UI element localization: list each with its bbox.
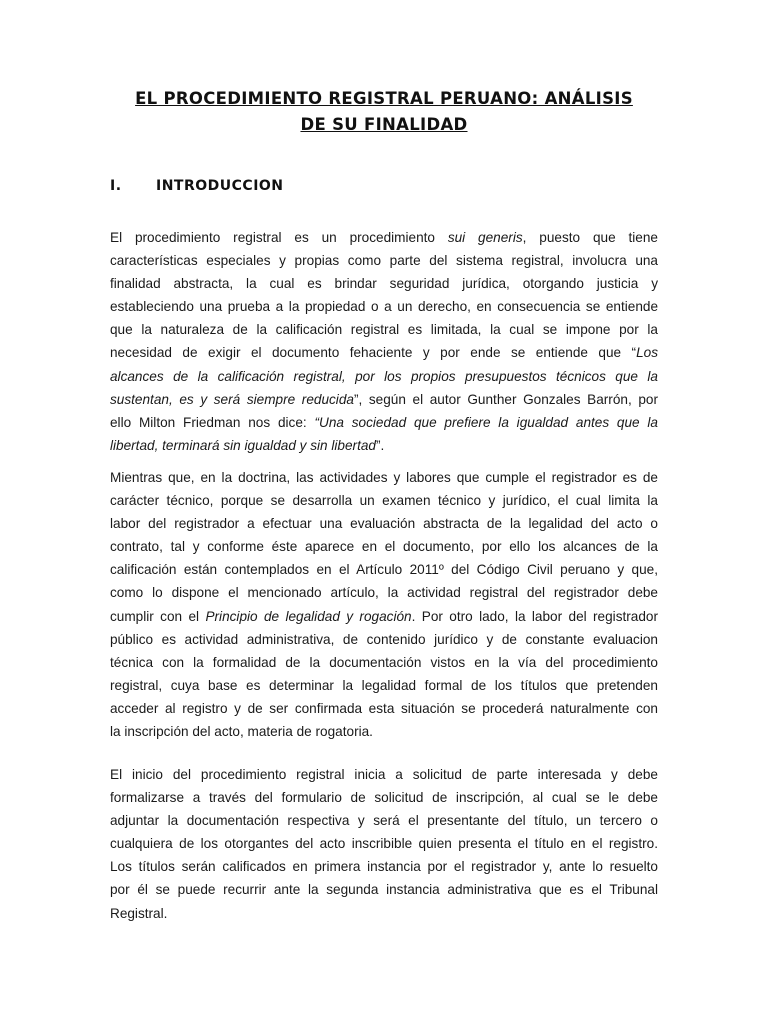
paragraph-line	[110, 628, 658, 651]
paragraph-line	[110, 249, 658, 272]
text-run: , puesto que tiene	[522, 230, 658, 245]
paragraph-3	[110, 763, 658, 925]
paragraph-line	[110, 365, 658, 388]
paragraph-line	[110, 786, 658, 809]
text-run: contrato, tal y conforme éste aparece en el documento, por ello los alcances de la	[110, 539, 658, 555]
document-title	[80, 86, 688, 138]
paragraph-line	[110, 878, 658, 901]
paragraph-line	[110, 832, 658, 855]
text-run: . Por otro lado, la labor del registrador	[411, 608, 658, 624]
paragraph-line	[110, 434, 658, 457]
text-run: El inicio del procedimiento registral inicia a solicitud de parte interesada y debe	[110, 767, 658, 782]
paragraph-line	[110, 341, 658, 364]
paragraph-line	[110, 902, 658, 925]
text-run: Registral.	[110, 905, 168, 921]
text-run: por él se puede recurrir ante la segunda instancia administrativa que es el Tribunal	[110, 882, 658, 898]
text-run: la inscripción del acto, materia de rogatoria.	[110, 724, 373, 740]
italic-text: libertad, terminará sin igualdad y sin libertad	[110, 437, 376, 453]
text-run: adjuntar la documentación respectiva y será el presentante del título, un tercero o	[110, 813, 658, 829]
paragraph-line	[110, 295, 658, 318]
text-run: finalidad abstracta, la cual es brindar seguridad jurídica, otorgando justicia y	[110, 276, 658, 292]
italic-text: sui generis	[447, 230, 523, 245]
text-run: ”, según el autor Gunther Gonzales Barrón, por	[353, 391, 659, 407]
text-run: ”.	[375, 437, 385, 453]
text-run: Los títulos serán calificados en primera instancia por el registrador y, ante lo resuelto	[110, 859, 658, 875]
paragraph-line	[110, 720, 658, 743]
section-heading	[110, 178, 284, 194]
paragraph-1	[110, 226, 658, 457]
paragraph-line	[110, 581, 658, 604]
paragraph-line	[110, 558, 658, 581]
italic-text: “Una sociedad que prefiere la igualdad antes que la	[314, 414, 658, 430]
italic-text: Principio de legalidad y rogación	[205, 608, 412, 624]
text-run: acceder al registro y de ser confirmada esta situación se procederá naturalmente con	[110, 700, 658, 716]
paragraph-line	[110, 512, 658, 535]
paragraph-line	[110, 763, 658, 786]
section-title: INTRODUCCION	[156, 178, 284, 194]
text-run: estableciendo una prueba a la propiedad o a un derecho, en consecuencia se entiende	[110, 299, 658, 315]
text-run: necesidad de exigir el documento fehaciente y por ende se entiende que “	[110, 345, 637, 361]
text-run: cualquiera de los otorgantes del acto inscribible quien presenta el título en el registro.	[110, 836, 658, 852]
paragraph-line	[110, 411, 658, 434]
paragraph-line	[110, 809, 658, 832]
text-run: labor del registrador a efectuar una evaluación abstracta de la legalidad del acto o	[110, 516, 658, 532]
text-run: El procedimiento registral es un procedimiento	[110, 230, 448, 245]
text-run: carácter técnico, porque se desarrolla un examen técnico y jurídico, el cual limita la	[110, 493, 658, 509]
paragraph-line	[110, 226, 658, 249]
text-run: cumplir con el	[110, 608, 206, 624]
text-run: como lo dispone el mencionado artículo, la actividad registral del registrador debe	[110, 585, 658, 601]
text-run: calificación están contemplados en el Artículo 2011º del Código Civil peruano y que,	[110, 562, 658, 578]
paragraph-line	[110, 272, 658, 295]
text-run: formalizarse a través del formulario de solicitud de inscripción, al cual se le debe	[110, 790, 658, 806]
paragraph-line	[110, 466, 658, 489]
section-number: I.	[110, 178, 122, 194]
paragraph-line	[110, 318, 658, 341]
title-line-2: DE SU FINALIDAD	[300, 115, 468, 134]
paragraph-line	[110, 674, 658, 697]
text-run: público es actividad administrativa, de contenido jurídico y de constante evaluacion	[110, 631, 658, 647]
italic-text: Los	[636, 345, 658, 361]
paragraph-line	[110, 697, 658, 720]
paragraph-line	[110, 605, 658, 628]
text-run: que la naturaleza de la calificación registral es limitada, la cual se impone por la	[110, 322, 658, 338]
paragraph-line	[110, 489, 658, 512]
italic-text: sustentan, es y será siempre reducida	[110, 391, 354, 407]
paragraph-line	[110, 535, 658, 558]
paragraph-line	[110, 651, 658, 674]
title-line-1: EL PROCEDIMIENTO REGISTRAL PERUANO: ANÁLISIS	[135, 89, 633, 108]
paragraph-line	[110, 855, 658, 878]
text-run: características especiales y propias como parte del sistema registral, involucra una	[110, 253, 658, 269]
text-run: Mientras que, en la doctrina, las actividades y labores que cumple el registrador es de	[110, 470, 658, 485]
italic-text: alcances de la calificación registral, por los propios presupuestos técnicos que la	[110, 368, 658, 384]
paragraph-2	[110, 466, 658, 743]
text-run: ello Milton Friedman nos dice:	[110, 414, 315, 430]
text-run: técnica con la formalidad de la documentación vistos en la vía del procedimiento	[110, 654, 658, 670]
text-run: registral, cuya base es determinar la legalidad formal de los títulos que pretenden	[110, 677, 658, 693]
paragraph-line	[110, 388, 658, 411]
